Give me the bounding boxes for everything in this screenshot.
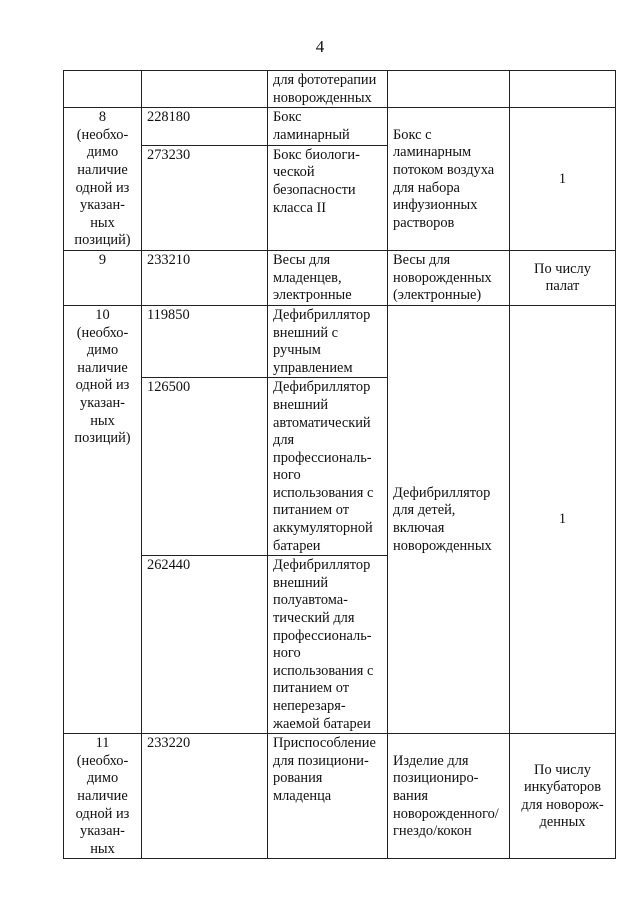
cell-desc: Бокс с ламинарным потоком воздуха для набора инфузионных растворов: [388, 108, 510, 251]
cell-num: 11 (необхо- димо наличие одной из указан- ных: [64, 734, 142, 859]
cell-name: Дефибриллятор внешний полуавтома- тический для профессиональ- ного использования с питанием от неперезаря- жаемой батареи: [268, 556, 388, 734]
cell-desc: Изделие для позициониро- вания новорожденного/ гнездо/кокон: [388, 734, 510, 859]
cell-name: для фототерапии новорожденных: [268, 71, 388, 108]
table-row: [64, 305, 616, 377]
cell-qty: По числу палат: [510, 250, 616, 305]
cell-qty: По числу инкубаторов для новорож- денных: [510, 734, 616, 859]
cell-num: 9: [64, 250, 142, 305]
cell-name: Дефибриллятор внешний автоматический для профессиональ- ного использования с питанием от аккумуляторной батареи: [268, 378, 388, 556]
cell-qty: 1: [510, 108, 616, 251]
cell-desc: Весы для новорожденных (электронные): [388, 250, 510, 305]
page-number: 4: [315, 37, 325, 56]
cell-name: Бокс ламинарный: [268, 108, 388, 146]
cell-name: Приспособление для позициони- рования младенца: [268, 734, 388, 859]
cell-num: 10 (необхо- димо наличие одной из указан- ных позиций): [64, 305, 142, 733]
cell-code: 233210: [142, 250, 268, 305]
equipment-table: [63, 70, 616, 859]
cell-qty: [510, 71, 616, 108]
cell-code: 228180: [142, 108, 268, 146]
cell-num: [64, 71, 142, 108]
cell-code: 262440: [142, 556, 268, 734]
cell-code: 233220: [142, 734, 268, 859]
table-row: [64, 250, 616, 305]
cell-num: 8 (необхо- димо наличие одной из указан- ных позиций): [64, 108, 142, 251]
table-row: [64, 71, 616, 108]
cell-code: [142, 71, 268, 108]
cell-desc: Дефибриллятор для детей, включая новорожденных: [388, 305, 510, 733]
cell-code: 273230: [142, 145, 268, 250]
table-row: [64, 108, 616, 146]
cell-name: Бокс биологи- ческой безопасности класса II: [268, 145, 388, 250]
cell-code: 119850: [142, 305, 268, 377]
cell-qty: 1: [510, 305, 616, 733]
cell-name: Дефибриллятор внешний с ручным управлением: [268, 305, 388, 377]
cell-desc: [388, 71, 510, 108]
table-row: [64, 734, 616, 859]
cell-name: Весы для младенцев, электронные: [268, 250, 388, 305]
cell-code: 126500: [142, 378, 268, 556]
